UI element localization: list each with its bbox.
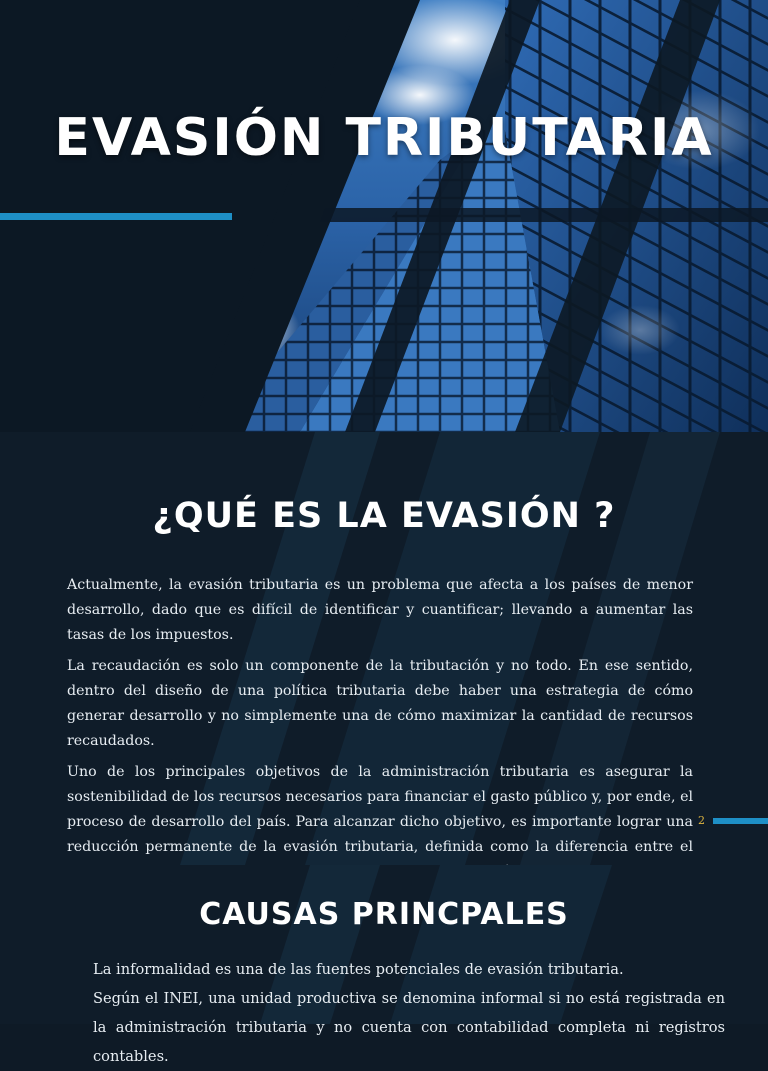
section-heading: ¿QUÉ ES LA EVASIÓN ? [152,496,616,536]
causes-slide [0,865,768,1065]
title-slide [0,0,768,432]
definition-body [67,573,693,891]
paragraph: Actualmente, la evasión tributaria es un problema que afecta a los países de menor desarrollo, dado que es difícil de identificar y cuantificar; llevando a aumentar las tasas de los impuestos. [67,577,693,643]
page-number: 2 [698,814,705,827]
definition-slide [0,432,768,865]
paragraph: La recaudación es solo un componente de la tributación y no todo. En ese sentido, dentro del diseño de una política tributaria debe haber una estrategia de cómo generar desarrollo y no simplemente una de cómo maximizar la cantidad de recursos recaudados. [67,658,693,749]
paragraph: Uno de los principales objetivos de la administración tributaria es asegurar la sostenibilidad de los recursos necesarios para financiar el gasto público y, por ende, el proceso de desarrollo del país. Para alcanzar dicho objetivo, es importante lograr una reducción permanente de la evasión tributaria, definida como la diferencia entre el [67,764,693,855]
paragraph: Según el INEI, una unidad productiva se denomina informal si no está registrada en la administración tributaria y no cuenta con contabilidad completa ni registros contables. [93,990,725,1065]
section-heading: CAUSAS PRINCPALES [199,897,569,932]
causes-body [93,955,725,1071]
title-accent-line [0,213,232,220]
page-accent-line [713,818,768,824]
page-title: EVASIÓN TRIBUTARIA [54,108,714,168]
paragraph: La informalidad es una de las fuentes potenciales de evasión tributaria. [93,961,624,978]
